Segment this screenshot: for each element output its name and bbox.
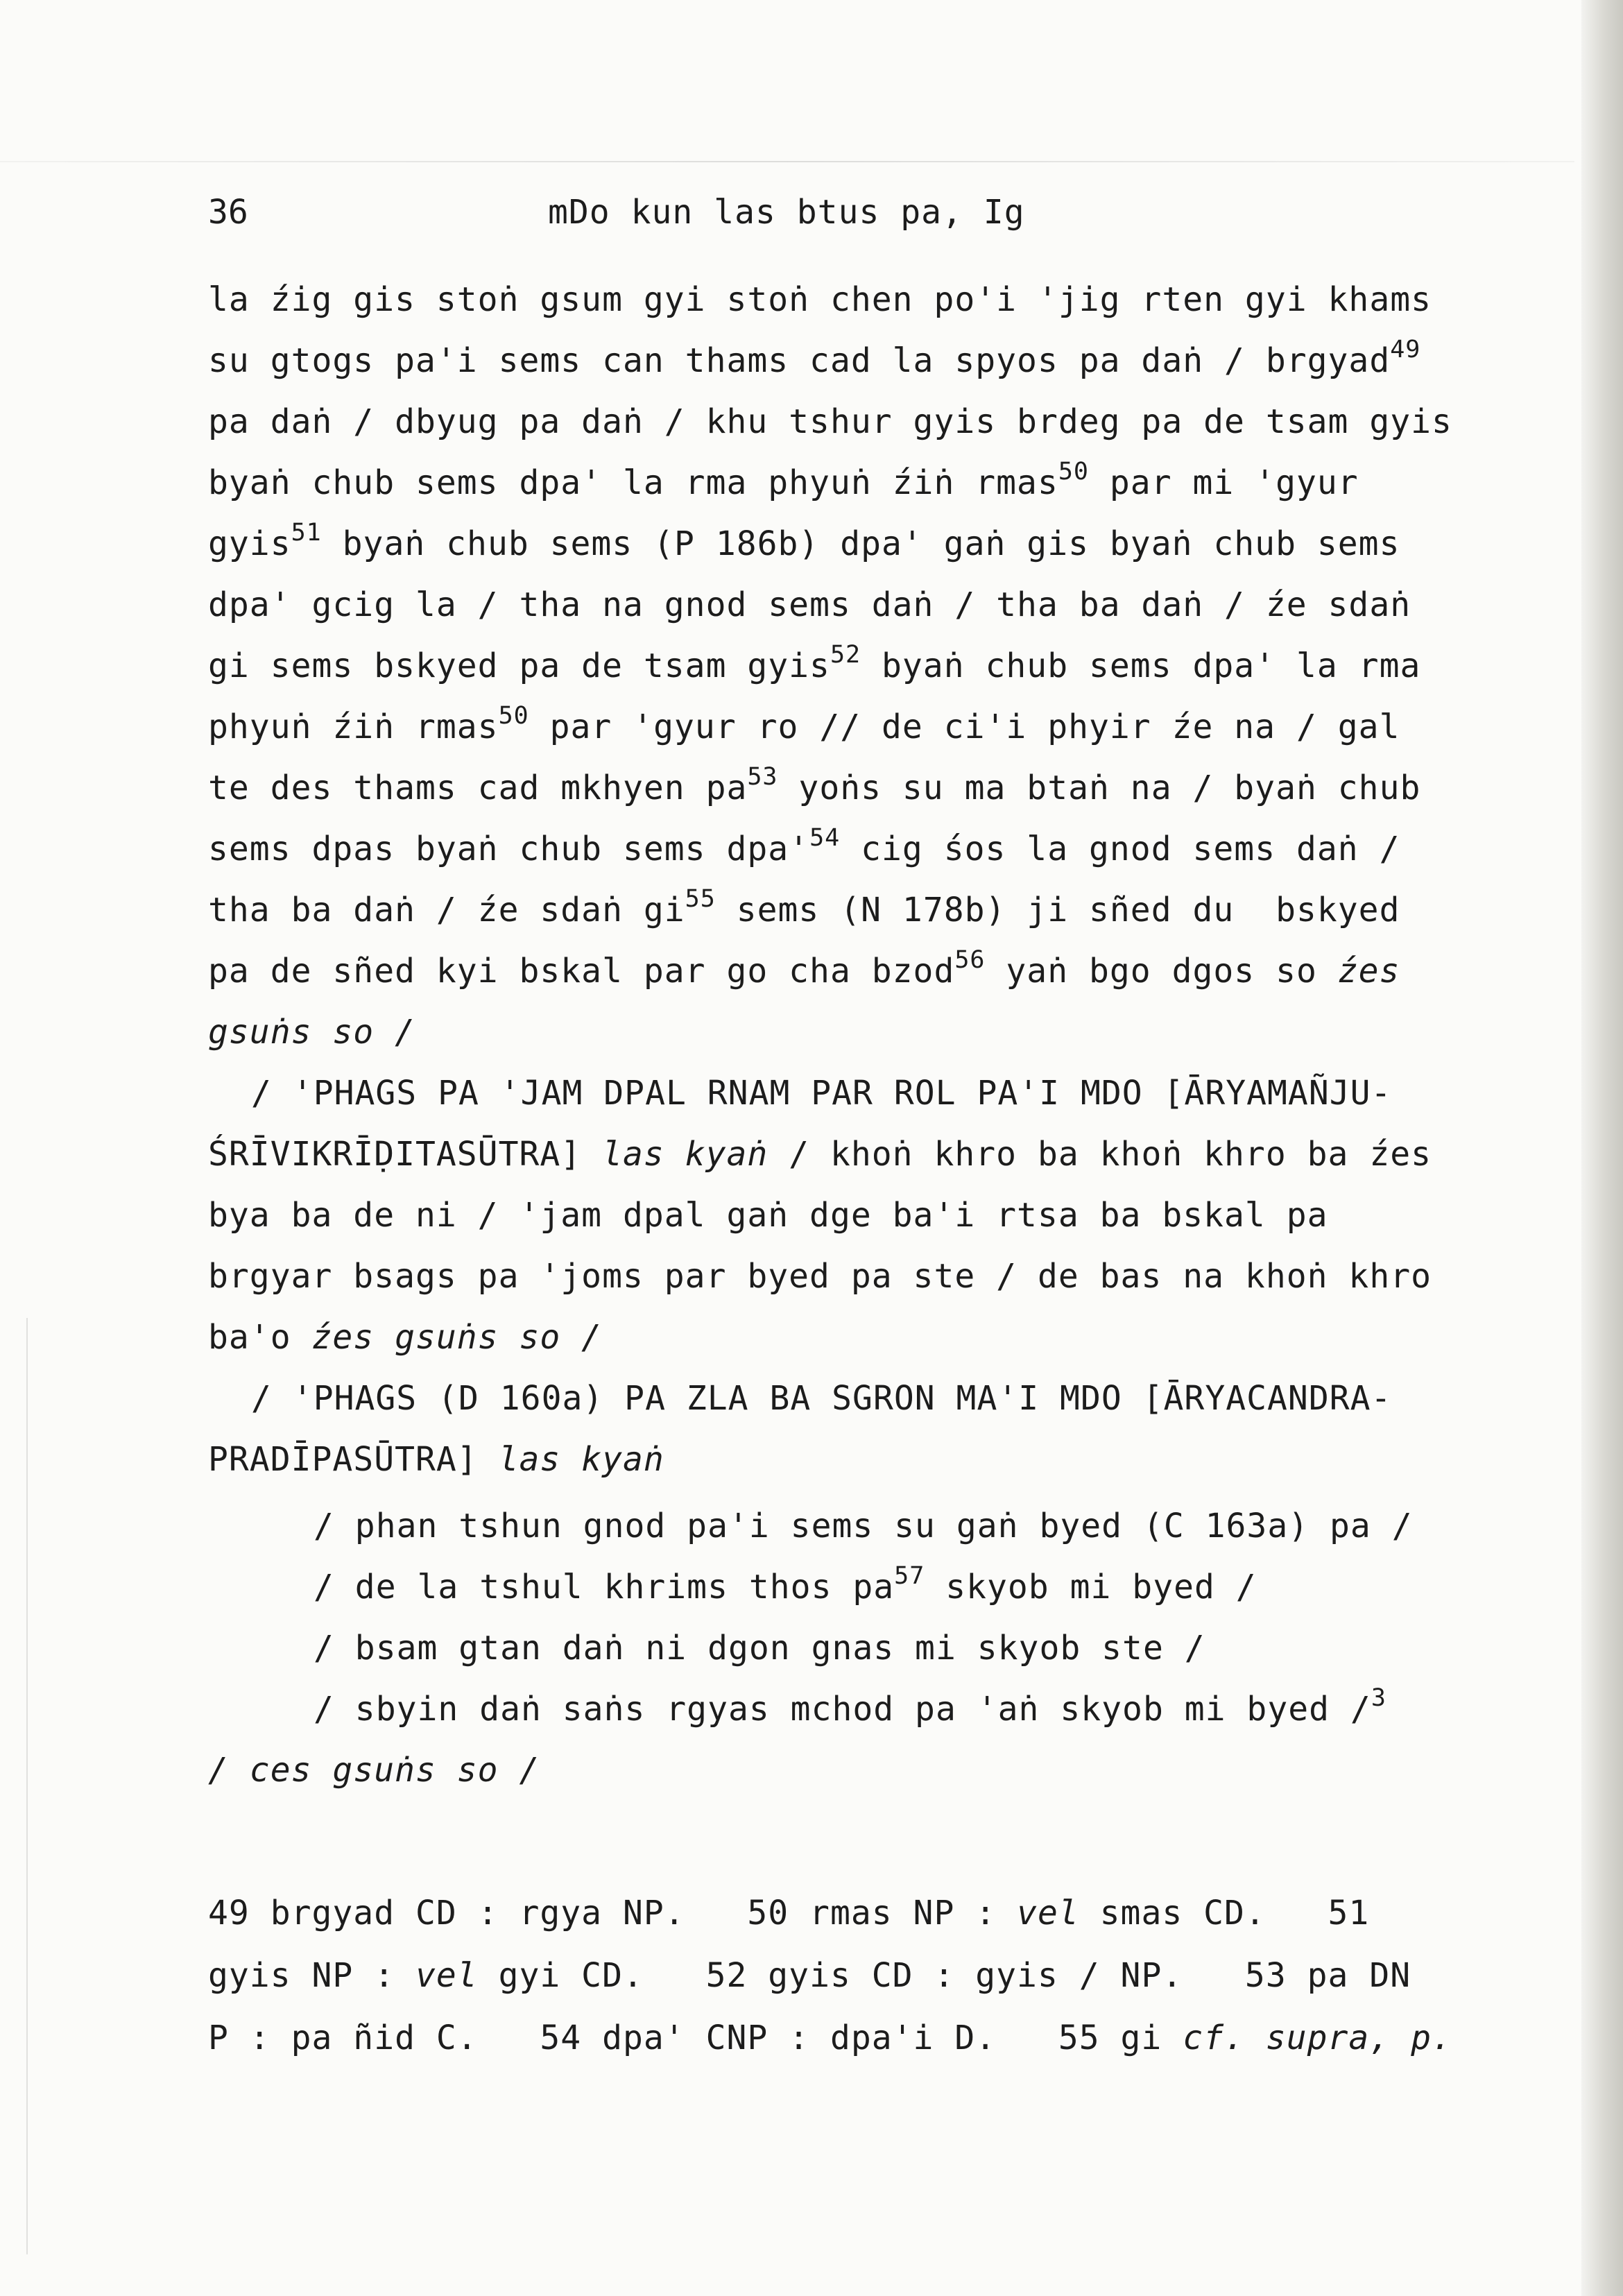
page-number: 36 <box>208 193 248 232</box>
footnote-line: 49 brgyad CD : rgya NP. 50 rmas NP : vel smas CD. 51 <box>208 1894 1370 1933</box>
verse-line: / bsam gtan daṅ ni dgon gnas mi skyob ste / <box>314 1629 1205 1668</box>
text-line: phyuṅ źiṅ rmas$^{50}$ par 'gyur ro // de ci'i phyir źe na / gal <box>208 702 1400 746</box>
text-line: dpa' gcig la / tha na gnod sems daṅ / tha ba daṅ / źe sdaṅ <box>208 585 1411 624</box>
footnote-line: gyis NP : vel gyi CD. 52 gyis CD : gyis / NP. 53 pa DN <box>208 1956 1411 1995</box>
scan-left-line <box>26 1318 28 2254</box>
text-line: bya ba de ni / 'jam dpal gaṅ dge ba'i rtsa ba bskal pa <box>208 1196 1328 1235</box>
footnote-ref: 53 <box>747 763 778 791</box>
text-line: su gtogs pa'i sems can thams cad la spyos pa daṅ / brgyad$^{49}$ <box>208 336 1421 380</box>
text-line: tha ba daṅ / źe sdaṅ $gi^{55}$ sems (N 178b) ji sñed du bskyed <box>208 885 1400 929</box>
footnote-line: P : pa ñid C. 54 dpa' CNP : dpa'i D. 55 gi cf. supra, p. <box>208 2019 1452 2057</box>
text-line: byaṅ chub sems dpa' la rma phyuṅ źiṅ rmas$^{50}$ par mi 'gyur <box>208 458 1359 502</box>
text-line: gyis$^{51}$ byaṅ chub sems (P 186b) dpa' gaṅ gis byaṅ chub sems <box>208 519 1400 563</box>
footnote-ref: 56 <box>954 946 986 974</box>
footnote-ref: 51 <box>291 519 322 547</box>
text-line: pa daṅ / dbyug pa daṅ / khu tshur gyis brdeg pa de tsam gyis <box>208 402 1452 441</box>
scan-top-line <box>0 161 1574 162</box>
text-line: gi sems bskyed pa de tsam gyis$^{52}$ byaṅ chub sems dpa' la rma <box>208 641 1421 685</box>
text-line: gsuṅs so / <box>208 1013 415 1052</box>
verse-line: / phan tshun gnod pa'i sems su gaṅ byed (C 163a) pa / <box>314 1507 1413 1545</box>
footnote-ref: 54 <box>809 824 841 852</box>
text-line: sems dpas byaṅ chub sems $dpa'^{54}$ cig śos la gnod sems daṅ / <box>208 824 1400 868</box>
text-line: te des thams cad mkhyen $pa^{53}$ yoṅs su ma btaṅ na / byaṅ chub <box>208 763 1421 807</box>
text-line: la źig gis stoṅ gsum gyi stoṅ chen po'i 'jig rten gyi khams <box>208 280 1432 319</box>
verse-line: / de la tshul khrims thos $pa^{57}$ skyob mi byed / <box>314 1562 1257 1607</box>
footnote-ref: 55 <box>685 885 716 913</box>
footnote-ref: 50 <box>498 702 529 730</box>
text-line: ŚRĪVIKRĪḌITASŪTRA] las kyaṅ / khoṅ khro ba khoṅ khro ba źes <box>208 1135 1432 1174</box>
text-line: ba'o źes gsuṅs so / <box>208 1318 603 1357</box>
text-line: brgyar bsags pa 'joms par byed pa ste / de bas na khoṅ khro <box>208 1257 1432 1296</box>
footnote-ref: 57 <box>894 1562 925 1590</box>
text-line: pa de sñed kyi bskal par go cha bzod$^{56}$ yaṅ bgo dgos so źes <box>208 946 1400 991</box>
footnote-ref: 50 <box>1058 458 1089 486</box>
running-title: mDo kun las btus pa, Ig <box>548 193 1025 232</box>
text-line: PRADĪPASŪTRA] las kyaṅ <box>208 1440 664 1479</box>
footnote-ref: 52 <box>830 641 861 669</box>
page-edge-shadow <box>1581 0 1623 2296</box>
text-line: / 'PHAGS (D 160a) PA ZLA BA SGRON MA'I MDO [ĀRYACANDRA- <box>251 1379 1392 1418</box>
text-line: / 'PHAGS PA 'JAM DPAL RNAM PAR ROL PA'I MDO [ĀRYAMAÑJU- <box>251 1074 1392 1113</box>
footnote-ref: 49 <box>1390 336 1421 363</box>
verse-line: / sbyin daṅ saṅs rgyas mchod pa 'aṅ skyob mi byed /$^3$ <box>314 1684 1386 1729</box>
footnote-ref: 3 <box>1371 1684 1386 1712</box>
text-line: / ces gsuṅs so / <box>208 1751 540 1790</box>
